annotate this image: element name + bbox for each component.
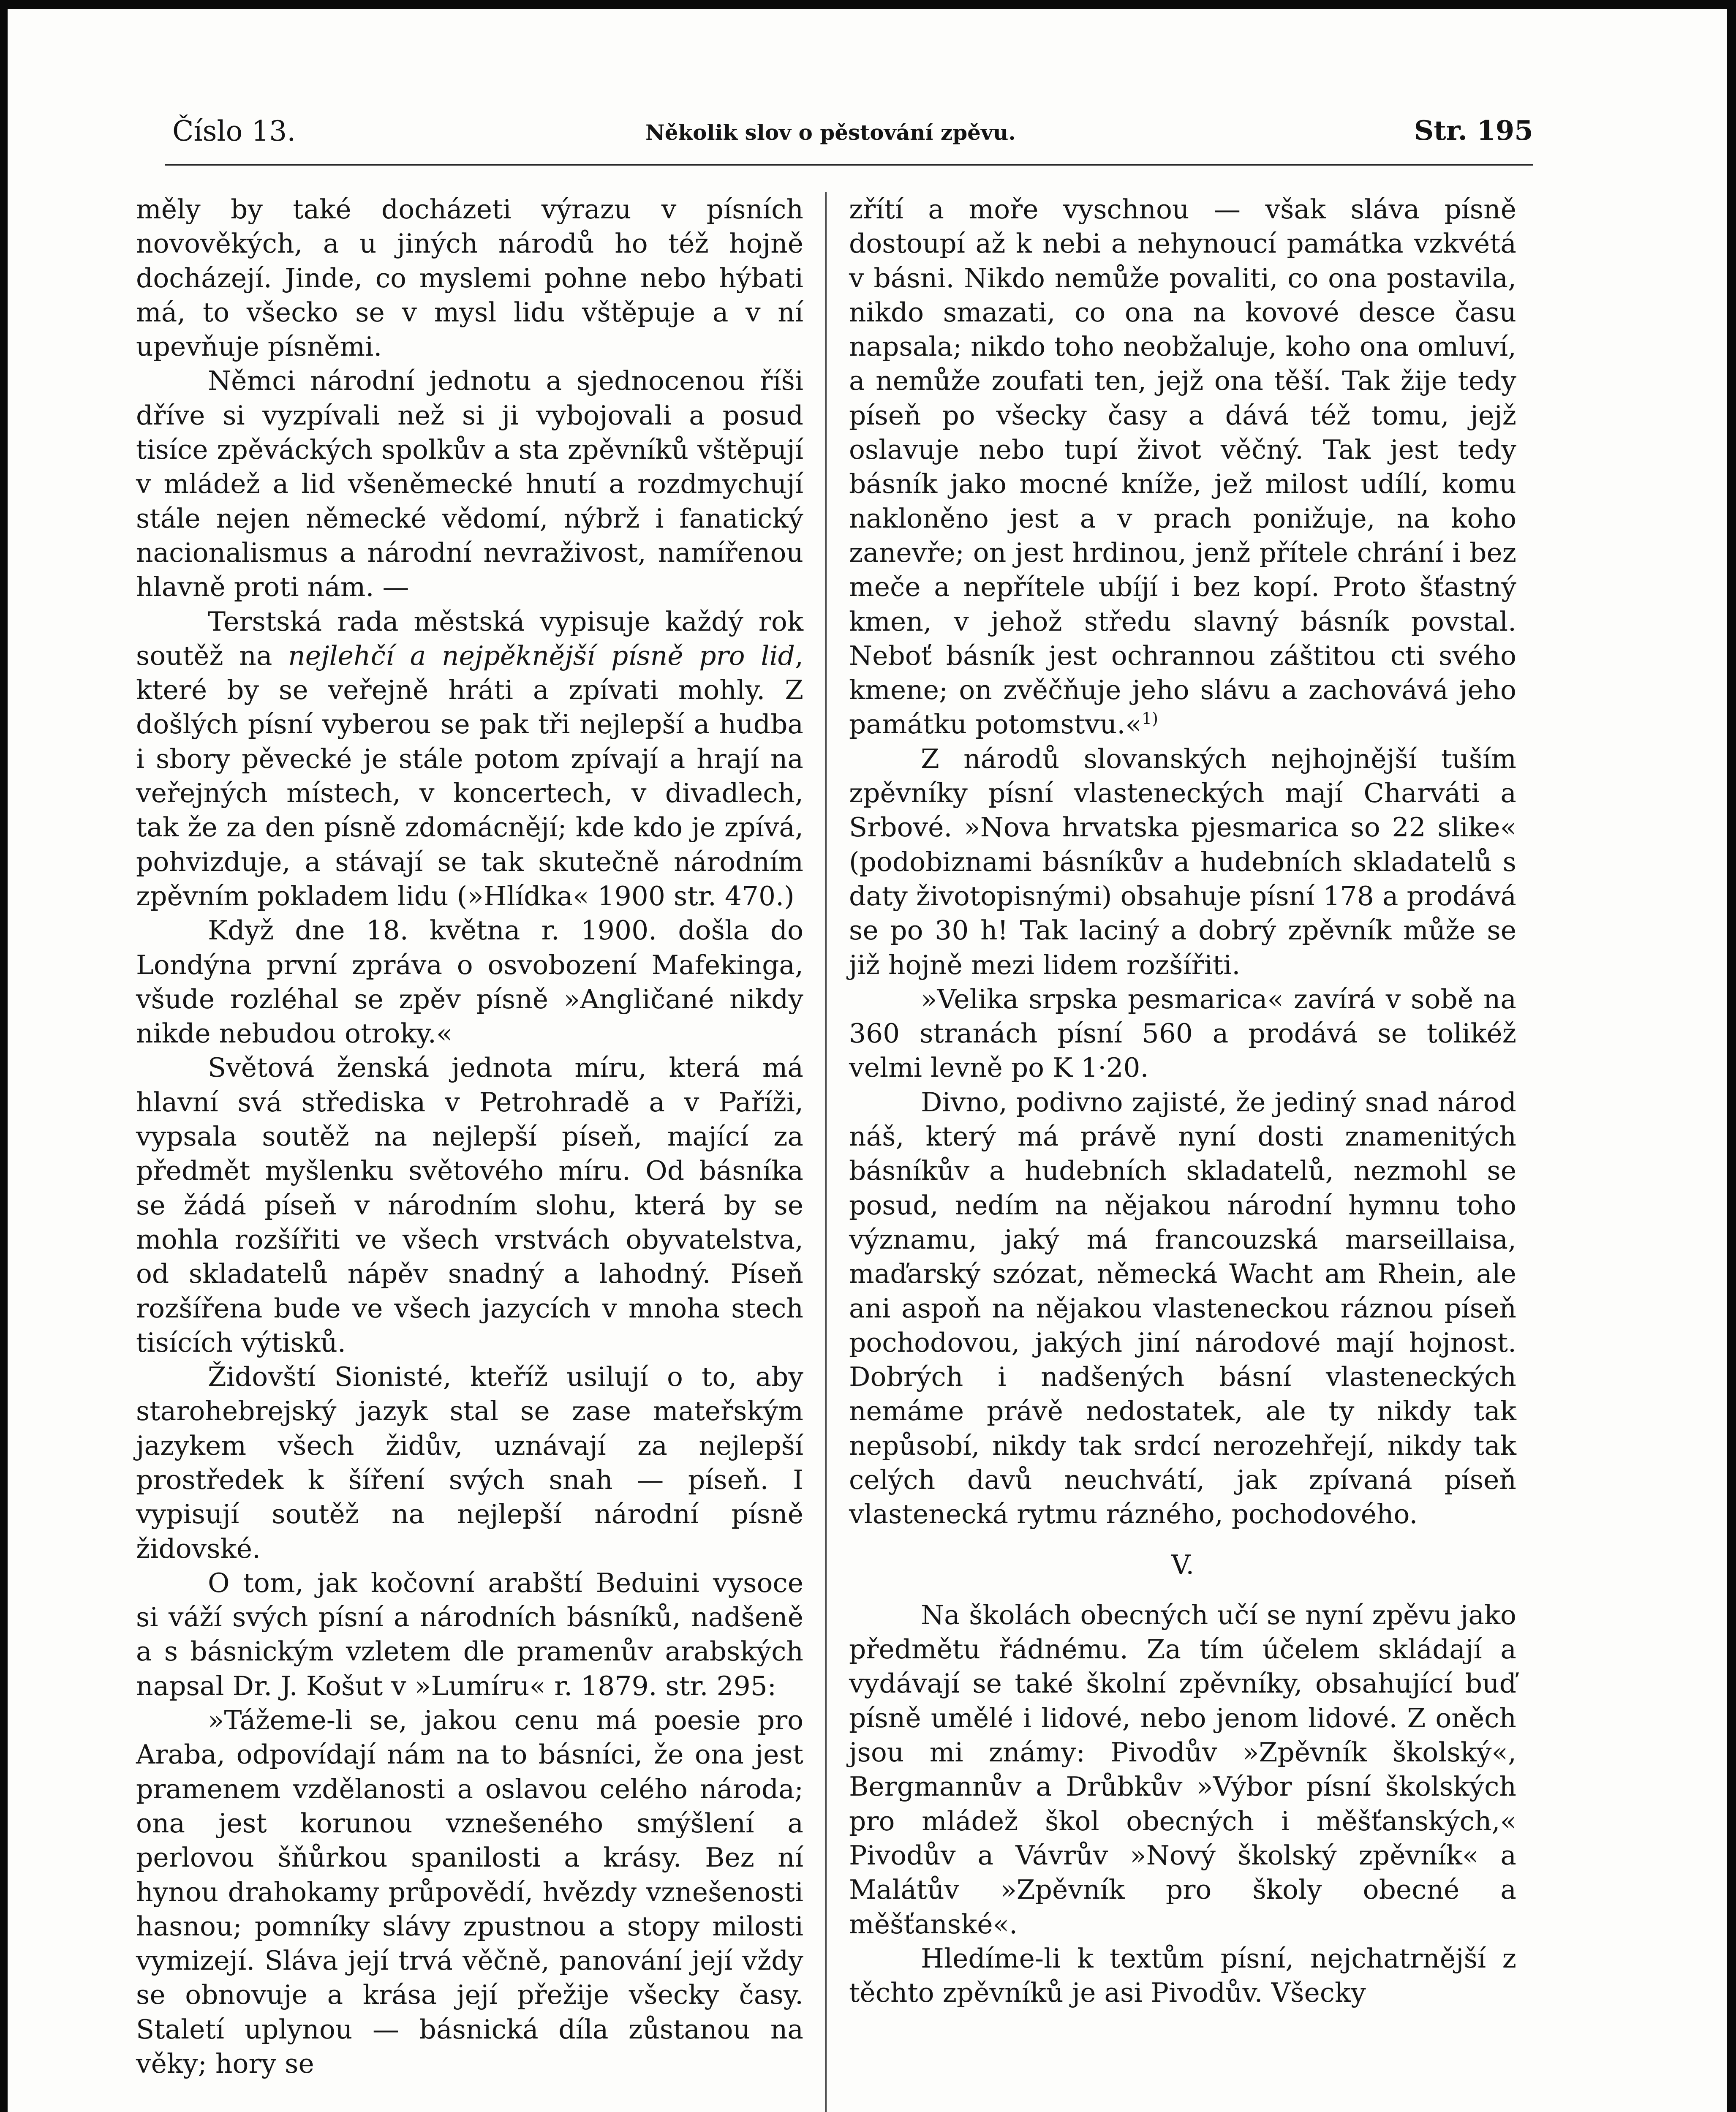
left-column [136, 192, 803, 2081]
column-divider [825, 192, 827, 2112]
paragraph: Z národů slovanských nejhojnější tuším zpěvníky písní vlasteneckých mají Charváti a Srbové. »Nova hrvatska pjesmarica so 22 slike« (podobiznami básníkův a hudebních skladatelů s daty životopisnými) obsahuje písní 178 a prodává se po 30 h! Tak laciný a dobrý zpěvník může se již hojně mezi lidem rozšířiti. [849, 743, 1516, 980]
paragraph [849, 192, 1516, 742]
paragraph: Světová ženská jednota míru, která má hlavní svá střediska v Petrohradě a v Paříži, vypsala soutěž na nejlepší píseň, mající za předmět myšlenku světového míru. Od básníka se žádá píseň v národním slohu, která by se mohla rozšířiti ve všech vrstvách obyvatelstva, od skladatelů nápěv snadný a lahodný. Píseň rozšířena bude ve všech jazycích v mnoha stech tisících výtisků. [136, 1052, 803, 1358]
header-rule [165, 164, 1533, 166]
paragraph: Židovští Sionisté, kteříž usilují o to, aby starohebrejský jazyk stal se zase mateřským jazykem všech židův, uznávají za nejlepší prostředek k šíření svých snah — píseň. I vypisují soutěž na nejlepší národní písně židovské. [136, 1361, 803, 1564]
paragraph [136, 604, 803, 914]
paragraph: měly by také docházeti výrazu v písních novověkých, a u jiných národů ho též hojně docházejí. Jinde, co myslemi pohne nebo hýbati má, to všecko se v mysl lidu vštěpuje a v ní upevňuje písněmi. [136, 194, 803, 362]
paragraph-text: zřítí a moře vyschnou — však sláva písně dostoupí až k nebi a nehynoucí památka vzkvétá v básni. Nikdo nemůže povaliti, co ona postavila, nikdo smazati, co ona na kovové desce času napsala; nikdo toho neobžaluje, koho ona omluví, a nemůže zoufati ten, jejž ona těší. Tak žije tedy píseň po všecky časy a dává též tomu, jejž oslavuje nebo tupí život věčný. Tak jest tedy básník jako mocné kníže, jež milost udílí, komu nakloněno jest a v prach ponižuje, na koho zanevře; on jest hrdinou, jenž přítele chrání i bez meče a nepřítele ubíjí i bez kopí. Proto šťastný kmen, v jehož středu slavný básník povstal. Neboť básník jest ochrannou záštitou cti svého kmene; on zvěčňuje jeho slávu a zachovává jeho památku potomstvu.« [849, 194, 1516, 740]
paragraph: »Tážeme-li se, jakou cenu má poesie pro Araba, odpovídají nám na to básníci, že ona jest pramenem vzdělanosti a oslavou celého národa; ona jest korunou vznešeného smýšlení a perlovou šňůrkou spanilosti a krásy. Bez ní hynou drahokamy průpovědí, hvězdy vznešenosti hasnou; pomníky slávy zpustnou a stopy milosti vymizejí. Sláva její trvá věčně, panování její vždy se obnovuje a krása její přežije všecky časy. Staletí uplynou — básnická díla zůstanou na věky; hory se [136, 1705, 803, 2079]
section-heading: V. [1171, 1549, 1195, 1580]
paragraph: Hledíme-li k textům písní, nejchatrnější z těchto zpěvníků je asi Pivodův. Všecky [849, 1943, 1516, 2009]
issue-number: Číslo 13. [172, 115, 296, 147]
paragraph: Divno, podivno zajisté, že jediný snad národ náš, který má právě nyní dosti znamenitých básníkův a hudebních skladatelů, nezmohl se posud, nedím na nějakou národní hymnu toho významu, jaký má francouzská marseillaisa, maďarský szózat, německá Wacht am Rhein, ale ani aspoň na nějakou vlasteneckou ráznou píseň pochodovou, jakých jiní národové mají hojnost. Dobrých i nadšených básní vlasteneckých nemáme právě nedostatek, ale ty nikdy tak nepůsobí, nikdy tak srdcí nerozehřejí, nikdy tak celých davů neuchvátí, jak zpívaná píseň vlastenecká rytmu rázného, pochodového. [849, 1086, 1516, 1530]
paragraph: Když dne 18. května r. 1900. došla do Londýna první zpráva o osvobození Mafekinga, všude rozléhal se zpěv písně »Angličané nikdy nikde nebudou otroky.« [136, 915, 803, 1049]
paragraph: Němci národní jednotu a sjednocenou říši dříve si vyzpívali než si ji vybojovali a posud tisíce zpěváckých spolkův a sta zpěvníků vštěpují v mládež a lid všeněmecké hnutí a rozdmychují stále nejen německé vědomí, nýbrž i fanatický nacionalismus a národní nevraživost, namířenou hlavně proti nám. — [136, 365, 803, 603]
paragraph: O tom, jak kočovní arabští Beduini vysoce si váží svých písní a národních básníků, nadšeně a s básnickým vzletem dle pramenův arabských napsal Dr. J. Košut v »Lumíru« r. 1879. str. 295: [136, 1567, 803, 1701]
paragraph-text: , které by se veřejně hráti a zpívati mohly. Z došlých písní vyberou se pak tři nejlepší a hudba i sbory pěvecké je stále potom zpívají a hrají na veřejných místech, v koncertech, v divadlech, tak že za den písně zdomácnějí; kde kdo je zpívá, pohvizduje, a stávají se tak skutečně národním zpěvním pokladem lidu (»Hlídka« 1900 str. 470.) [136, 640, 803, 912]
footnote-reference[interactable]: 1) [1141, 709, 1158, 728]
page-number: Str. 195 [1414, 115, 1533, 147]
running-title: Několik slov o pěstování zpěvu. [645, 120, 1016, 145]
paragraph: Na školách obecných učí se nyní zpěvu jako předmětu řádnému. Za tím účelem skládají a vydávají se také školní zpěvníky, obsahující buď písně umělé i lidové, nebo jenom lidové. Z oněch jsou mi známy: Pivodův »Zpěvník školský«, Bergmannův a Drůbkův »Výbor písní školských pro mládež škol obecných i měšťanských,« Pivodův a Vávrův »Nový školský zpěvník« a Malátův »Zpěvník pro školy obecné a měšťanské«. [849, 1599, 1516, 1940]
italic-emphasis: nejlehčí a nejpěknější písně pro lid [288, 640, 795, 671]
paragraph-text: Terstská rada městská vypisuje každý rok soutěž na [136, 606, 803, 671]
right-column [849, 192, 1516, 2010]
paragraph: »Velika srpska pesmarica« zavírá v sobě na 360 stranách písní 560 a prodává se tolikéž velmi levně po K 1·20. [849, 983, 1516, 1083]
